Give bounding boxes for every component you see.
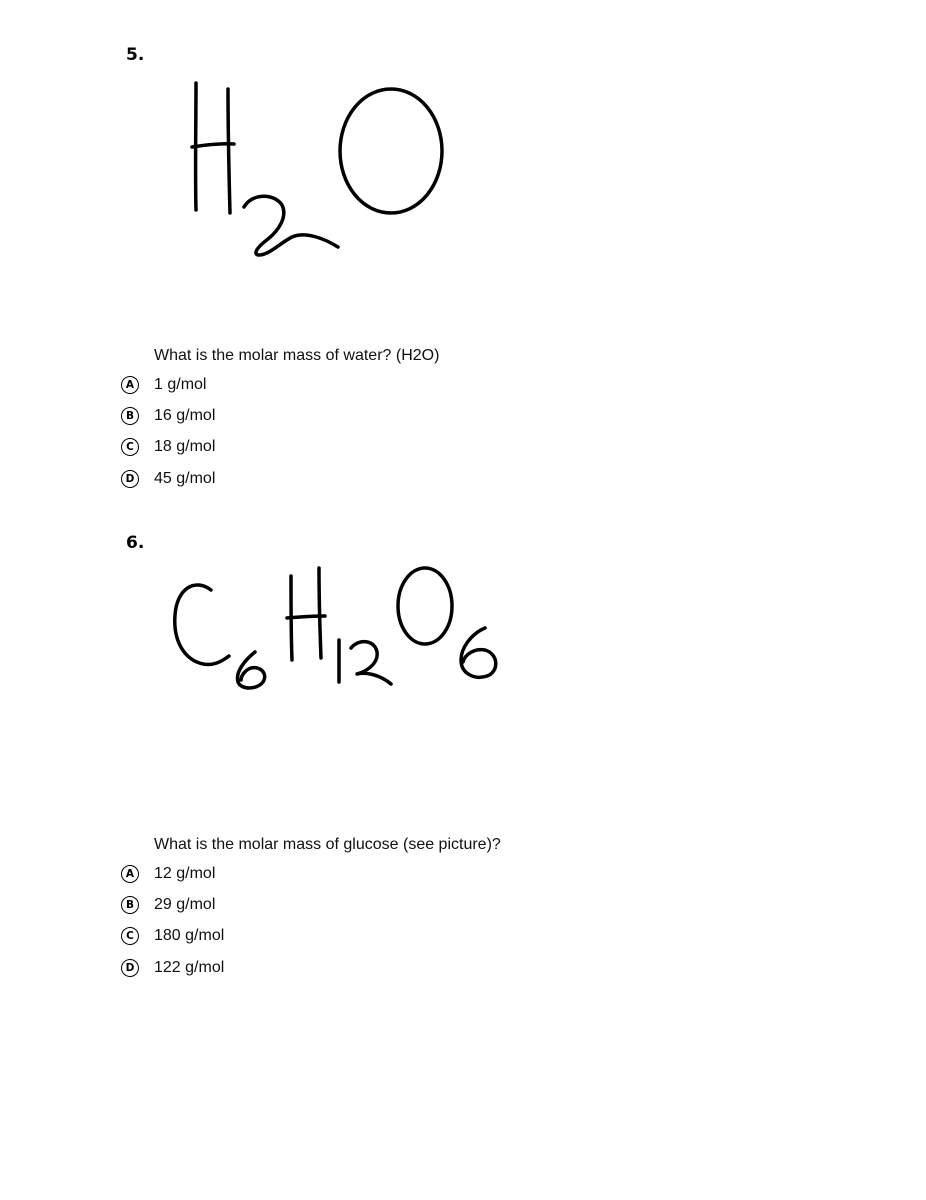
choice-label: 16 g/mol: [154, 406, 216, 424]
choice-a[interactable]: [121, 858, 224, 889]
choice-label: 1 g/mol: [154, 375, 207, 393]
question-number: 6.: [126, 533, 145, 553]
choice-c[interactable]: [121, 921, 224, 952]
answer-choices: [121, 369, 215, 494]
choice-bubble-a[interactable]: A: [121, 376, 139, 394]
choice-b[interactable]: [121, 400, 215, 431]
choice-label: 18 g/mol: [154, 438, 216, 456]
choice-bubble-c[interactable]: C: [121, 438, 139, 456]
choice-label: 12 g/mol: [154, 864, 216, 882]
choice-bubble-b[interactable]: B: [121, 896, 139, 914]
question-prompt: What is the molar mass of water? (H2O): [154, 347, 440, 364]
choice-c[interactable]: [121, 432, 215, 463]
choice-label: 122 g/mol: [154, 958, 225, 976]
choice-bubble-a[interactable]: A: [121, 865, 139, 883]
choice-bubble-c[interactable]: C: [121, 927, 139, 945]
question-number: 5.: [126, 45, 145, 65]
question-prompt: What is the molar mass of glucose (see picture)?: [154, 836, 501, 853]
choice-b[interactable]: [121, 889, 224, 920]
handwritten-formula-glucose: [165, 560, 510, 695]
choice-a[interactable]: [121, 369, 215, 400]
choice-bubble-d[interactable]: D: [121, 959, 139, 977]
choice-bubble-d[interactable]: D: [121, 470, 139, 488]
handwritten-formula-h2o: [180, 75, 440, 265]
choice-label: 180 g/mol: [154, 927, 225, 945]
choice-label: 45 g/mol: [154, 469, 216, 487]
choice-d[interactable]: [121, 952, 224, 983]
choice-label: 29 g/mol: [154, 895, 216, 913]
choice-d[interactable]: [121, 463, 215, 494]
choice-bubble-b[interactable]: B: [121, 407, 139, 425]
answer-choices: [121, 858, 224, 983]
